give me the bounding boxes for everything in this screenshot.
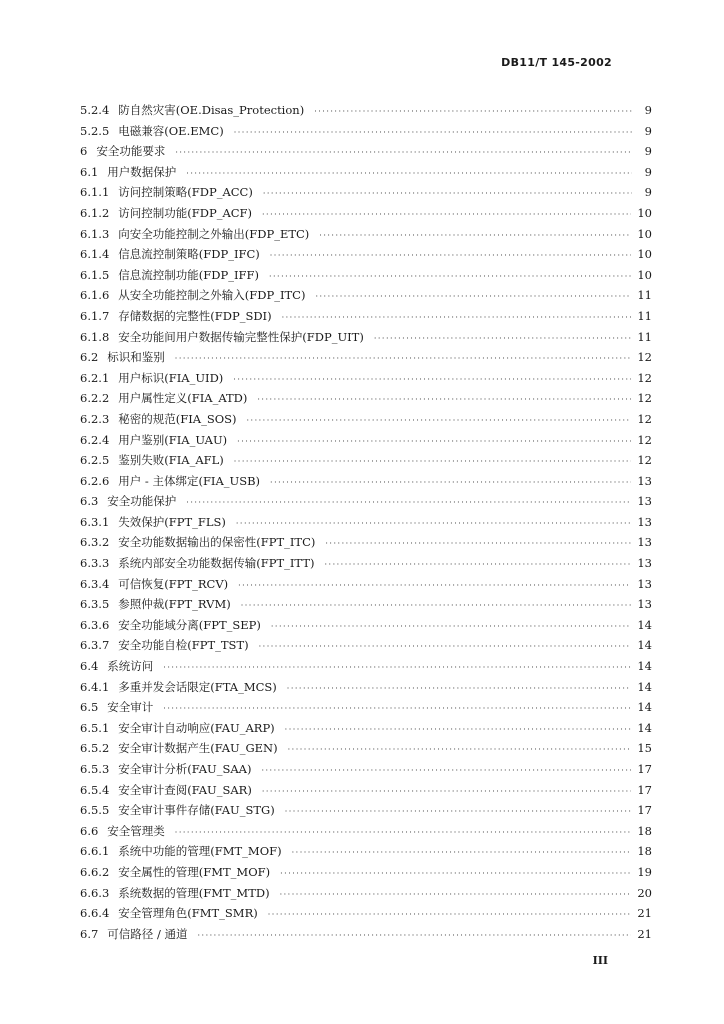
toc-entry[interactable] (80, 800, 652, 821)
toc-entry-title: 安全功能间用户数据传输完整性保护(FDP_UIT) (118, 329, 364, 344)
toc-entry-title: 安全审计事件存储(FAU_STG) (118, 803, 275, 818)
toc-entry-page: 12 (637, 391, 652, 406)
toc-entry-page: 12 (637, 453, 652, 468)
toc-entry-number: 6.1.2 (80, 205, 110, 220)
toc-entry-number: 6.5.2 (80, 741, 110, 756)
dot-leader (287, 679, 632, 700)
document-id: DB11/T 145-2002 (501, 56, 612, 69)
toc-entry-page: 10 (637, 205, 652, 220)
toc-entry-number: 6.5 (80, 700, 99, 715)
dot-leader (270, 246, 632, 267)
toc-entry-title: 秘密的规范(FIA_SOS) (118, 411, 237, 426)
toc-entry-page: 11 (637, 288, 652, 303)
toc-entry-number: 6.6 (80, 823, 99, 838)
dot-leader (319, 226, 631, 247)
toc-entry-page: 13 (637, 597, 652, 612)
toc-entry-page: 10 (637, 267, 652, 282)
toc-entry-title: 安全功能要求 (96, 144, 166, 159)
dot-leader (271, 617, 631, 638)
dot-leader (269, 267, 631, 288)
dot-leader (282, 308, 632, 329)
dot-leader (236, 514, 631, 535)
toc-entry-number: 6.1.3 (80, 226, 110, 241)
toc-entry-number: 6.3 (80, 494, 99, 509)
dot-leader (186, 493, 631, 514)
toc-entry[interactable] (80, 924, 652, 945)
toc-entry-title: 安全管理角色(FMT_SMR) (118, 906, 258, 921)
toc-entry[interactable] (80, 450, 652, 471)
toc-entry[interactable] (80, 574, 652, 595)
dot-leader (234, 452, 632, 473)
toc-entry[interactable] (80, 121, 652, 142)
toc-entry-title: 标识和鉴别 (107, 350, 165, 365)
toc-entry-number: 6.1.6 (80, 288, 110, 303)
toc-entry-number: 6.5.4 (80, 782, 110, 797)
dot-leader (247, 411, 632, 432)
toc-entry-page: 17 (637, 782, 652, 797)
toc-entry[interactable] (80, 635, 652, 656)
toc-entry-page: 14 (637, 700, 652, 715)
toc-entry-title: 从安全功能控制之外输入(FDP_ITC) (118, 288, 306, 303)
toc-entry-title: 系统数据的管理(FMT_MTD) (118, 885, 270, 900)
toc-entry-number: 6.1.8 (80, 329, 110, 344)
page-number: III (592, 954, 608, 967)
toc-entry-title: 可信恢复(FPT_RCV) (118, 576, 229, 591)
toc-entry-title: 向安全功能控制之外输出(FDP_ETC) (118, 226, 310, 241)
toc-entry[interactable] (80, 347, 652, 368)
toc-entry[interactable] (80, 162, 652, 183)
toc-entry[interactable] (80, 553, 652, 574)
toc-entry-number: 6.6.3 (80, 885, 110, 900)
dot-leader (257, 390, 631, 411)
toc-entry-title: 系统中功能的管理(FMT_MOF) (118, 844, 282, 859)
toc-entry-title: 安全审计查阅(FAU_SAR) (118, 782, 252, 797)
toc-entry-number: 6 (80, 144, 88, 159)
dot-leader (285, 802, 632, 823)
toc-entry-page: 17 (637, 762, 652, 776)
toc-entry-title: 用户鉴别(FIA_UAU) (118, 432, 228, 447)
dot-leader (262, 205, 631, 226)
toc-entry-title: 安全审计数据产生(FAU_GEN) (118, 741, 278, 756)
toc-entry-title: 信息流控制功能(FDP_IFF) (118, 267, 259, 282)
dot-leader (186, 164, 632, 185)
toc-entry-page: 10 (637, 247, 652, 262)
toc-entry[interactable] (80, 841, 652, 862)
toc-entry-number: 6.5.1 (80, 720, 110, 735)
dot-leader (175, 349, 632, 370)
toc-entry-number: 6.6.2 (80, 864, 110, 879)
toc-entry[interactable] (80, 430, 652, 451)
toc-entry-page: 9 (644, 123, 652, 138)
dot-leader (314, 102, 632, 123)
toc-entry-page: 13 (637, 556, 652, 571)
toc-entry-page: 9 (644, 185, 652, 200)
dot-leader (163, 699, 631, 720)
dot-leader (270, 473, 631, 494)
toc-entry-title: 安全功能自检(FPT_TST) (118, 638, 249, 653)
toc-entry-number: 6.4 (80, 659, 99, 674)
dot-leader (233, 370, 631, 391)
toc-entry[interactable] (80, 141, 652, 162)
toc-entry-page: 11 (637, 329, 652, 344)
toc-entry-page: 14 (637, 679, 652, 694)
dot-leader (288, 740, 632, 761)
toc-entry[interactable] (80, 244, 652, 265)
toc-entry-title: 多重并发会话限定(FTA_MCS) (118, 679, 277, 694)
toc-entry-page: 11 (637, 308, 652, 323)
toc-entry-title: 安全功能数据输出的保密性(FPT_ITC) (118, 535, 316, 550)
dot-leader (268, 905, 632, 926)
dot-leader (325, 534, 631, 555)
toc-entry[interactable] (80, 203, 652, 224)
toc-entry-page: 14 (637, 720, 652, 735)
toc-entry-number: 6.6.4 (80, 906, 110, 921)
toc-entry-number: 6.3.5 (80, 597, 110, 612)
toc-entry[interactable] (80, 409, 652, 430)
toc-entry[interactable] (80, 368, 652, 389)
toc-entry-page: 9 (644, 164, 652, 179)
toc-entry-page: 15 (637, 741, 652, 756)
dot-leader (234, 123, 632, 144)
toc-entry[interactable] (80, 532, 652, 553)
toc-entry[interactable] (80, 471, 652, 492)
dot-leader (261, 761, 631, 782)
dot-leader (324, 555, 631, 576)
toc-entry[interactable] (80, 697, 652, 718)
toc-entry[interactable] (80, 759, 652, 780)
toc-entry-page: 14 (637, 638, 652, 653)
toc-entry-title: 用户 - 主体绑定(FIA_USB) (118, 473, 261, 488)
toc-entry-number: 6.2.3 (80, 411, 110, 426)
toc-entry[interactable] (80, 903, 652, 924)
toc-entry-number: 6.4.1 (80, 679, 110, 694)
toc-entry-page: 9 (644, 144, 652, 159)
toc-entry-page: 12 (637, 411, 652, 426)
dot-leader (262, 782, 632, 803)
toc-entry[interactable] (80, 224, 652, 245)
toc-entry[interactable] (80, 285, 652, 306)
toc-entry-number: 6.5.3 (80, 762, 110, 776)
toc-entry-number: 6.3.7 (80, 638, 110, 653)
toc-entry-number: 6.1 (80, 164, 99, 179)
toc-entry[interactable] (80, 265, 652, 286)
dot-leader (259, 637, 632, 658)
toc-entry-page: 13 (637, 535, 652, 550)
toc-entry-page: 12 (637, 432, 652, 447)
dot-leader (280, 885, 632, 906)
toc-entry-number: 6.2 (80, 350, 99, 365)
toc-entry-page: 21 (637, 926, 652, 941)
toc-entry-page: 19 (637, 864, 652, 879)
toc-entry-page: 13 (637, 494, 652, 509)
toc-entry[interactable] (80, 491, 652, 512)
toc-entry-number: 6.1.4 (80, 247, 110, 262)
dot-leader (241, 596, 632, 617)
dot-leader (292, 843, 632, 864)
toc-entry-page: 18 (637, 823, 652, 838)
dot-leader (238, 576, 631, 597)
toc-entry-title: 用户属性定义(FIA_ATD) (118, 391, 248, 406)
toc-entry[interactable] (80, 656, 652, 677)
dot-leader (175, 823, 632, 844)
toc-entry-title: 安全管理类 (107, 823, 165, 838)
toc-entry[interactable] (80, 883, 652, 904)
dot-leader (315, 287, 631, 308)
toc-entry-title: 安全审计 (107, 700, 154, 715)
toc-entry[interactable] (80, 780, 652, 801)
toc-entry-number: 6.6.1 (80, 844, 110, 859)
toc-entry-title: 参照仲裁(FPT_RVM) (118, 597, 231, 612)
toc-entry-title: 可信路径 / 通道 (107, 926, 188, 941)
toc-entry-page: 14 (637, 617, 652, 632)
toc-entry-number: 6.3.4 (80, 576, 110, 591)
toc-entry-title: 失效保护(FPT_FLS) (118, 514, 226, 529)
toc-entry-number: 6.3.1 (80, 514, 110, 529)
toc-entry-page: 12 (637, 350, 652, 365)
toc-entry-title: 系统内部安全功能数据传输(FPT_ITT) (118, 556, 315, 571)
toc-entry-page: 17 (637, 803, 652, 818)
toc-entry[interactable] (80, 182, 652, 203)
toc-entry-number: 5.2.4 (80, 103, 110, 117)
dot-leader (374, 329, 632, 350)
toc-entry-number: 6.2.5 (80, 453, 110, 468)
toc-entry[interactable] (80, 862, 652, 883)
toc-entry-title: 安全审计分析(FAU_SAA) (118, 762, 252, 776)
toc-entry-title: 用户数据保护 (107, 164, 177, 179)
toc-entry-number: 6.7 (80, 926, 99, 941)
toc-entry[interactable] (80, 738, 652, 759)
toc-entry-page: 13 (637, 514, 652, 529)
toc-entry[interactable] (80, 677, 652, 698)
toc-entry-number: 6.3.3 (80, 556, 110, 571)
toc-entry-title: 用户标识(FIA_UID) (118, 370, 224, 385)
toc-entry-number: 6.1.5 (80, 267, 110, 282)
toc-entry-title: 系统访问 (107, 659, 154, 674)
toc-entry-title: 安全功能域分离(FPT_SEP) (118, 617, 261, 632)
toc-entry[interactable] (80, 306, 652, 327)
toc-entry-page: 14 (637, 659, 652, 674)
toc-entry-page: 13 (637, 576, 652, 591)
toc-entry[interactable] (80, 512, 652, 533)
toc-entry-number: 6.2.1 (80, 370, 110, 385)
toc-entry-page: 21 (637, 906, 652, 921)
toc-entry-title: 安全功能保护 (107, 494, 177, 509)
toc-entry[interactable] (80, 594, 652, 615)
table-of-contents (80, 100, 652, 944)
toc-entry-page: 10 (637, 226, 652, 241)
toc-entry[interactable] (80, 388, 652, 409)
toc-entry-title: 安全审计自动响应(FAU_ARP) (118, 720, 275, 735)
toc-entry-number: 6.3.6 (80, 617, 110, 632)
dot-leader (163, 658, 631, 679)
toc-entry-page: 20 (637, 885, 652, 900)
toc-entry[interactable] (80, 615, 652, 636)
toc-entry-title: 信息流控制策略(FDP_IFC) (118, 247, 260, 262)
toc-entry-title: 访问控制策略(FDP_ACC) (118, 185, 253, 200)
toc-entry-number: 6.2.2 (80, 391, 110, 406)
toc-entry-page: 18 (637, 844, 652, 859)
toc-entry-number: 6.2.6 (80, 473, 110, 488)
toc-entry-number: 6.5.5 (80, 803, 110, 818)
toc-entry-page: 13 (637, 473, 652, 488)
toc-entry-title: 鉴别失败(FIA_AFL) (118, 453, 224, 468)
dot-leader (280, 864, 631, 885)
dot-leader (197, 926, 631, 947)
toc-entry[interactable] (80, 821, 652, 842)
dot-leader (285, 720, 632, 741)
toc-entry-number: 5.2.5 (80, 123, 110, 138)
toc-entry-title: 存储数据的完整性(FDP_SDI) (118, 308, 272, 323)
toc-entry-number: 6.1.1 (80, 185, 110, 200)
toc-entry-title: 访问控制功能(FDP_ACF) (118, 205, 253, 220)
toc-entry-number: 6.3.2 (80, 535, 110, 550)
dot-leader (175, 143, 632, 164)
toc-entry[interactable] (80, 718, 652, 739)
toc-entry-page: 12 (637, 370, 652, 385)
toc-entry[interactable] (80, 327, 652, 348)
dot-leader (263, 184, 632, 205)
toc-entry-number: 6.1.7 (80, 308, 110, 323)
dot-leader (237, 432, 631, 453)
toc-entry-title: 安全属性的管理(FMT_MOF) (118, 864, 271, 879)
toc-entry[interactable] (80, 100, 652, 121)
toc-entry-number: 6.2.4 (80, 432, 110, 447)
toc-entry-title: 防自然灾害(OE.Disas_Protection) (118, 103, 305, 117)
toc-entry-title: 电磁兼容(OE.EMC) (118, 123, 224, 138)
toc-entry-page: 9 (644, 103, 652, 117)
